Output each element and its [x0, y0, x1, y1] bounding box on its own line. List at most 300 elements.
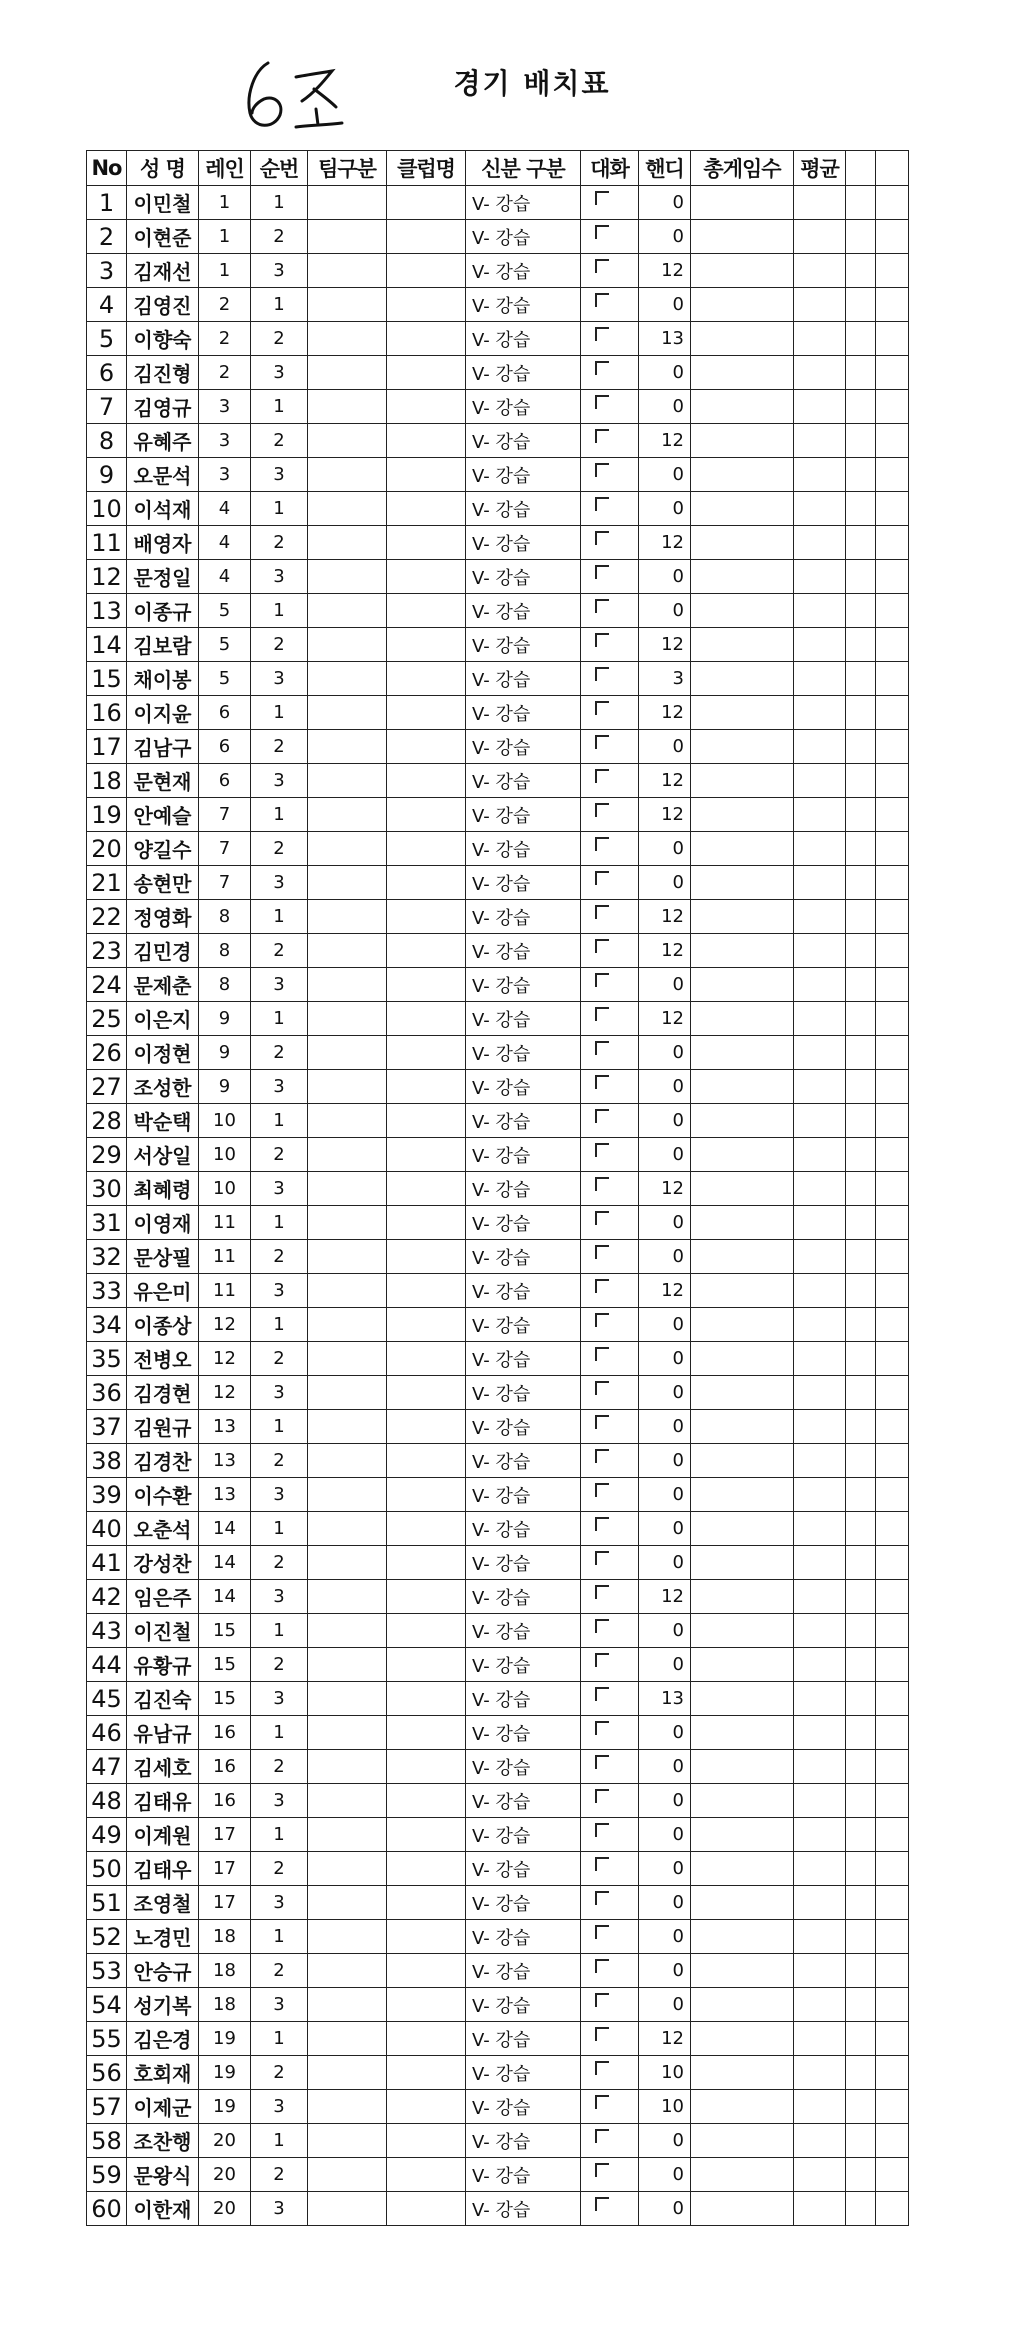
match-checkbox[interactable]	[595, 1993, 609, 2007]
cell-match[interactable]	[581, 1206, 639, 1240]
cell-extra-1	[846, 1546, 876, 1580]
cell-match[interactable]	[581, 390, 639, 424]
cell-match[interactable]	[581, 1376, 639, 1410]
match-checkbox[interactable]	[595, 1789, 609, 1803]
cell-no: 53	[87, 1954, 127, 1988]
match-checkbox[interactable]	[595, 633, 609, 647]
cell-no: 20	[87, 832, 127, 866]
cell-club	[387, 1512, 466, 1546]
cell-order: 2	[251, 1546, 308, 1580]
cell-team	[308, 764, 387, 798]
match-checkbox[interactable]	[595, 837, 609, 851]
cell-class: V- 강습	[466, 1206, 581, 1240]
cell-order: 3	[251, 2090, 308, 2124]
cell-average	[794, 254, 846, 288]
match-checkbox[interactable]	[595, 1143, 609, 1157]
match-checkbox[interactable]	[595, 2129, 609, 2143]
cell-lane: 4	[199, 492, 251, 526]
table-row	[87, 1036, 909, 1070]
cell-club	[387, 1410, 466, 1444]
cell-name: 조영철	[127, 1886, 199, 1920]
cell-total-games	[691, 458, 794, 492]
cell-match[interactable]	[581, 1138, 639, 1172]
match-checkbox[interactable]	[595, 1177, 609, 1191]
match-checkbox[interactable]	[595, 1551, 609, 1565]
cell-lane: 18	[199, 1920, 251, 1954]
cell-match[interactable]	[581, 322, 639, 356]
table-row	[87, 730, 909, 764]
cell-extra-2	[876, 1716, 909, 1750]
match-checkbox[interactable]	[595, 1415, 609, 1429]
cell-match[interactable]	[581, 1036, 639, 1070]
cell-match[interactable]	[581, 1852, 639, 1886]
game-assignment-table	[86, 150, 909, 2226]
match-checkbox[interactable]	[595, 497, 609, 511]
cell-no: 25	[87, 1002, 127, 1036]
cell-extra-2	[876, 1342, 909, 1376]
cell-club	[387, 900, 466, 934]
match-checkbox[interactable]	[595, 1925, 609, 1939]
cell-total-games	[691, 1070, 794, 1104]
cell-match[interactable]	[581, 254, 639, 288]
table-row	[87, 2124, 909, 2158]
table-row	[87, 1478, 909, 1512]
cell-class: V- 강습	[466, 1036, 581, 1070]
cell-extra-2	[876, 322, 909, 356]
cell-total-games	[691, 1240, 794, 1274]
cell-team	[308, 1648, 387, 1682]
cell-team	[308, 1818, 387, 1852]
match-checkbox[interactable]	[595, 463, 609, 477]
cell-class: V- 강습	[466, 1614, 581, 1648]
cell-match[interactable]	[581, 1614, 639, 1648]
cell-club	[387, 2090, 466, 2124]
cell-class: V- 강습	[466, 288, 581, 322]
match-checkbox[interactable]	[595, 531, 609, 545]
match-checkbox[interactable]	[595, 1517, 609, 1531]
match-checkbox[interactable]	[595, 1313, 609, 1327]
cell-match[interactable]	[581, 1648, 639, 1682]
cell-team	[308, 1546, 387, 1580]
cell-total-games	[691, 1818, 794, 1852]
cell-total-games	[691, 1274, 794, 1308]
cell-no: 6	[87, 356, 127, 390]
cell-match[interactable]	[581, 1308, 639, 1342]
match-checkbox[interactable]	[595, 735, 609, 749]
cell-match[interactable]	[581, 560, 639, 594]
cell-no: 12	[87, 560, 127, 594]
cell-club	[387, 764, 466, 798]
cell-order: 1	[251, 1614, 308, 1648]
table-row	[87, 254, 909, 288]
cell-team	[308, 866, 387, 900]
cell-match[interactable]	[581, 1954, 639, 1988]
cell-match[interactable]	[581, 1512, 639, 1546]
match-checkbox[interactable]	[595, 1347, 609, 1361]
cell-extra-2	[876, 526, 909, 560]
match-checkbox[interactable]	[595, 1619, 609, 1633]
cell-average	[794, 1104, 846, 1138]
cell-match[interactable]	[581, 662, 639, 696]
cell-total-games	[691, 662, 794, 696]
cell-match[interactable]	[581, 2090, 639, 2124]
table-row	[87, 1104, 909, 1138]
cell-extra-2	[876, 424, 909, 458]
cell-name: 이계원	[127, 1818, 199, 1852]
cell-match[interactable]	[581, 1444, 639, 1478]
cell-average	[794, 764, 846, 798]
cell-extra-2	[876, 492, 909, 526]
cell-class: V- 강습	[466, 1410, 581, 1444]
cell-name: 문정일	[127, 560, 199, 594]
cell-total-games	[691, 900, 794, 934]
cell-no: 29	[87, 1138, 127, 1172]
cell-extra-2	[876, 1886, 909, 1920]
match-checkbox[interactable]	[595, 1075, 609, 1089]
match-checkbox[interactable]	[595, 2197, 609, 2211]
cell-match[interactable]	[581, 2124, 639, 2158]
match-checkbox[interactable]	[595, 395, 609, 409]
cell-handicap: 0	[639, 356, 691, 390]
cell-class: V- 강습	[466, 2158, 581, 2192]
match-checkbox[interactable]	[595, 599, 609, 613]
table-row	[87, 1512, 909, 1546]
cell-match[interactable]	[581, 1580, 639, 1614]
cell-club	[387, 1104, 466, 1138]
cell-extra-1	[846, 560, 876, 594]
cell-match[interactable]	[581, 1988, 639, 2022]
cell-match[interactable]	[581, 798, 639, 832]
cell-handicap: 10	[639, 2090, 691, 2124]
match-checkbox[interactable]	[595, 2027, 609, 2041]
cell-average	[794, 2192, 846, 2226]
cell-no: 13	[87, 594, 127, 628]
cell-average	[794, 1172, 846, 1206]
cell-class: V- 강습	[466, 560, 581, 594]
cell-lane: 15	[199, 1614, 251, 1648]
match-checkbox[interactable]	[595, 1755, 609, 1769]
match-checkbox[interactable]	[595, 905, 609, 919]
cell-match[interactable]	[581, 186, 639, 220]
cell-club	[387, 2056, 466, 2090]
cell-extra-2	[876, 2124, 909, 2158]
cell-average	[794, 1036, 846, 1070]
cell-class: V- 강습	[466, 1002, 581, 1036]
cell-team	[308, 424, 387, 458]
cell-match[interactable]	[581, 764, 639, 798]
cell-match[interactable]	[581, 730, 639, 764]
cell-class: V- 강습	[466, 662, 581, 696]
cell-team	[308, 220, 387, 254]
cell-extra-1	[846, 424, 876, 458]
cell-average	[794, 1478, 846, 1512]
cell-class: V- 강습	[466, 1784, 581, 1818]
cell-handicap: 0	[639, 1886, 691, 1920]
cell-match[interactable]	[581, 458, 639, 492]
cell-match[interactable]	[581, 2022, 639, 2056]
cell-total-games	[691, 1716, 794, 1750]
table-row	[87, 798, 909, 832]
cell-total-games	[691, 1036, 794, 1070]
match-checkbox[interactable]	[595, 667, 609, 681]
cell-club	[387, 2158, 466, 2192]
cell-team	[308, 1614, 387, 1648]
cell-match[interactable]	[581, 1070, 639, 1104]
cell-total-games	[691, 1308, 794, 1342]
cell-team	[308, 1138, 387, 1172]
cell-match[interactable]	[581, 1478, 639, 1512]
cell-class: V- 강습	[466, 492, 581, 526]
cell-handicap: 0	[639, 492, 691, 526]
cell-class: V- 강습	[466, 730, 581, 764]
cell-no: 44	[87, 1648, 127, 1682]
cell-name: 김경현	[127, 1376, 199, 1410]
cell-extra-2	[876, 1308, 909, 1342]
cell-class: V- 강습	[466, 1988, 581, 2022]
match-checkbox[interactable]	[595, 1245, 609, 1259]
cell-match[interactable]	[581, 696, 639, 730]
cell-match[interactable]	[581, 288, 639, 322]
match-checkbox[interactable]	[595, 1585, 609, 1599]
cell-class: V- 강습	[466, 2022, 581, 2056]
cell-match[interactable]	[581, 2056, 639, 2090]
cell-club	[387, 968, 466, 1002]
cell-match[interactable]	[581, 1002, 639, 1036]
match-checkbox[interactable]	[595, 1449, 609, 1463]
cell-lane: 14	[199, 1580, 251, 1614]
cell-extra-1	[846, 1818, 876, 1852]
match-checkbox[interactable]	[595, 259, 609, 273]
cell-match[interactable]	[581, 628, 639, 662]
cell-extra-1	[846, 1478, 876, 1512]
cell-extra-2	[876, 2192, 909, 2226]
cell-order: 3	[251, 1682, 308, 1716]
cell-match[interactable]	[581, 1342, 639, 1376]
match-checkbox[interactable]	[595, 1823, 609, 1837]
match-checkbox[interactable]	[595, 1721, 609, 1735]
table-row	[87, 594, 909, 628]
cell-name: 이제군	[127, 2090, 199, 2124]
cell-match[interactable]	[581, 1886, 639, 1920]
cell-lane: 3	[199, 390, 251, 424]
match-checkbox[interactable]	[595, 1687, 609, 1701]
cell-lane: 12	[199, 1376, 251, 1410]
match-checkbox[interactable]	[595, 1891, 609, 1905]
cell-lane: 13	[199, 1444, 251, 1478]
cell-match[interactable]	[581, 2192, 639, 2226]
match-checkbox[interactable]	[595, 939, 609, 953]
cell-team	[308, 288, 387, 322]
cell-match[interactable]	[581, 934, 639, 968]
cell-total-games	[691, 492, 794, 526]
cell-match[interactable]	[581, 356, 639, 390]
cell-club	[387, 1138, 466, 1172]
cell-lane: 15	[199, 1648, 251, 1682]
cell-average	[794, 1002, 846, 1036]
cell-match[interactable]	[581, 1920, 639, 1954]
cell-handicap: 0	[639, 1818, 691, 1852]
cell-no: 38	[87, 1444, 127, 1478]
match-checkbox[interactable]	[595, 973, 609, 987]
table-row	[87, 1070, 909, 1104]
cell-order: 2	[251, 2158, 308, 2192]
cell-club	[387, 866, 466, 900]
cell-match[interactable]	[581, 968, 639, 1002]
cell-match[interactable]	[581, 1104, 639, 1138]
match-checkbox[interactable]	[595, 2095, 609, 2109]
cell-lane: 19	[199, 2056, 251, 2090]
cell-match[interactable]	[581, 1784, 639, 1818]
cell-average	[794, 2056, 846, 2090]
cell-no: 5	[87, 322, 127, 356]
match-checkbox[interactable]	[595, 191, 609, 205]
cell-match[interactable]	[581, 1274, 639, 1308]
cell-match[interactable]	[581, 424, 639, 458]
match-checkbox[interactable]	[595, 803, 609, 817]
match-checkbox[interactable]	[595, 361, 609, 375]
cell-average	[794, 2022, 846, 2056]
cell-total-games	[691, 1138, 794, 1172]
cell-extra-2	[876, 594, 909, 628]
cell-no: 33	[87, 1274, 127, 1308]
match-checkbox[interactable]	[595, 1959, 609, 1973]
cell-lane: 7	[199, 866, 251, 900]
cell-average	[794, 424, 846, 458]
cell-team	[308, 1478, 387, 1512]
cell-average	[794, 1342, 846, 1376]
cell-team	[308, 662, 387, 696]
cell-extra-1	[846, 1988, 876, 2022]
cell-no: 22	[87, 900, 127, 934]
cell-handicap: 0	[639, 1920, 691, 1954]
table-row	[87, 288, 909, 322]
match-checkbox[interactable]	[595, 2061, 609, 2075]
cell-handicap: 0	[639, 1784, 691, 1818]
cell-match[interactable]	[581, 1716, 639, 1750]
table-row	[87, 1342, 909, 1376]
cell-extra-1	[846, 1580, 876, 1614]
match-checkbox[interactable]	[595, 1007, 609, 1021]
cell-club	[387, 254, 466, 288]
table-row	[87, 1784, 909, 1818]
cell-order: 2	[251, 1240, 308, 1274]
cell-lane: 13	[199, 1410, 251, 1444]
cell-extra-2	[876, 458, 909, 492]
cell-handicap: 0	[639, 1410, 691, 1444]
cell-match[interactable]	[581, 1240, 639, 1274]
cell-lane: 14	[199, 1546, 251, 1580]
cell-club	[387, 1750, 466, 1784]
cell-match[interactable]	[581, 1750, 639, 1784]
cell-class: V- 강습	[466, 628, 581, 662]
match-checkbox[interactable]	[595, 429, 609, 443]
cell-match[interactable]	[581, 594, 639, 628]
cell-lane: 8	[199, 900, 251, 934]
match-checkbox[interactable]	[595, 701, 609, 715]
cell-order: 2	[251, 526, 308, 560]
match-checkbox[interactable]	[595, 293, 609, 307]
cell-no: 17	[87, 730, 127, 764]
cell-handicap: 0	[639, 2124, 691, 2158]
match-checkbox[interactable]	[595, 1211, 609, 1225]
col-header-order: 순번	[251, 151, 308, 186]
match-checkbox[interactable]	[595, 871, 609, 885]
match-checkbox[interactable]	[595, 2163, 609, 2177]
cell-match[interactable]	[581, 1818, 639, 1852]
cell-lane: 2	[199, 356, 251, 390]
match-checkbox[interactable]	[595, 1279, 609, 1293]
match-checkbox[interactable]	[595, 1653, 609, 1667]
cell-class: V- 강습	[466, 1342, 581, 1376]
cell-class: V- 강습	[466, 900, 581, 934]
cell-average	[794, 696, 846, 730]
cell-match[interactable]	[581, 1546, 639, 1580]
match-checkbox[interactable]	[595, 565, 609, 579]
cell-extra-1	[846, 1648, 876, 1682]
match-checkbox[interactable]	[595, 769, 609, 783]
cell-extra-2	[876, 662, 909, 696]
match-checkbox[interactable]	[595, 1857, 609, 1871]
cell-extra-1	[846, 2192, 876, 2226]
cell-match[interactable]	[581, 2158, 639, 2192]
cell-match[interactable]	[581, 1410, 639, 1444]
cell-lane: 16	[199, 1716, 251, 1750]
cell-average	[794, 322, 846, 356]
cell-match[interactable]	[581, 832, 639, 866]
cell-extra-2	[876, 1002, 909, 1036]
cell-team	[308, 2192, 387, 2226]
cell-match[interactable]	[581, 526, 639, 560]
table-row	[87, 1716, 909, 1750]
cell-lane: 18	[199, 1954, 251, 1988]
match-checkbox[interactable]	[595, 225, 609, 239]
cell-name: 문왕식	[127, 2158, 199, 2192]
match-checkbox[interactable]	[595, 1109, 609, 1123]
cell-match[interactable]	[581, 1172, 639, 1206]
cell-lane: 17	[199, 1852, 251, 1886]
table-row	[87, 1886, 909, 1920]
cell-match[interactable]	[581, 1682, 639, 1716]
cell-average	[794, 1512, 846, 1546]
match-checkbox[interactable]	[595, 1041, 609, 1055]
cell-match[interactable]	[581, 220, 639, 254]
cell-average	[794, 1750, 846, 1784]
cell-no: 15	[87, 662, 127, 696]
cell-match[interactable]	[581, 866, 639, 900]
cell-handicap: 0	[639, 1988, 691, 2022]
table-row	[87, 1648, 909, 1682]
match-checkbox[interactable]	[595, 1483, 609, 1497]
match-checkbox[interactable]	[595, 327, 609, 341]
cell-match[interactable]	[581, 492, 639, 526]
cell-total-games	[691, 968, 794, 1002]
cell-handicap: 0	[639, 1376, 691, 1410]
cell-total-games	[691, 1172, 794, 1206]
cell-no: 32	[87, 1240, 127, 1274]
cell-no: 21	[87, 866, 127, 900]
cell-handicap: 12	[639, 1002, 691, 1036]
table-row	[87, 900, 909, 934]
cell-name: 김세호	[127, 1750, 199, 1784]
match-checkbox[interactable]	[595, 1381, 609, 1395]
cell-handicap: 0	[639, 1444, 691, 1478]
cell-extra-1	[846, 1274, 876, 1308]
cell-extra-2	[876, 1954, 909, 1988]
cell-match[interactable]	[581, 900, 639, 934]
cell-handicap: 0	[639, 390, 691, 424]
table-row	[87, 1954, 909, 1988]
cell-team	[308, 458, 387, 492]
